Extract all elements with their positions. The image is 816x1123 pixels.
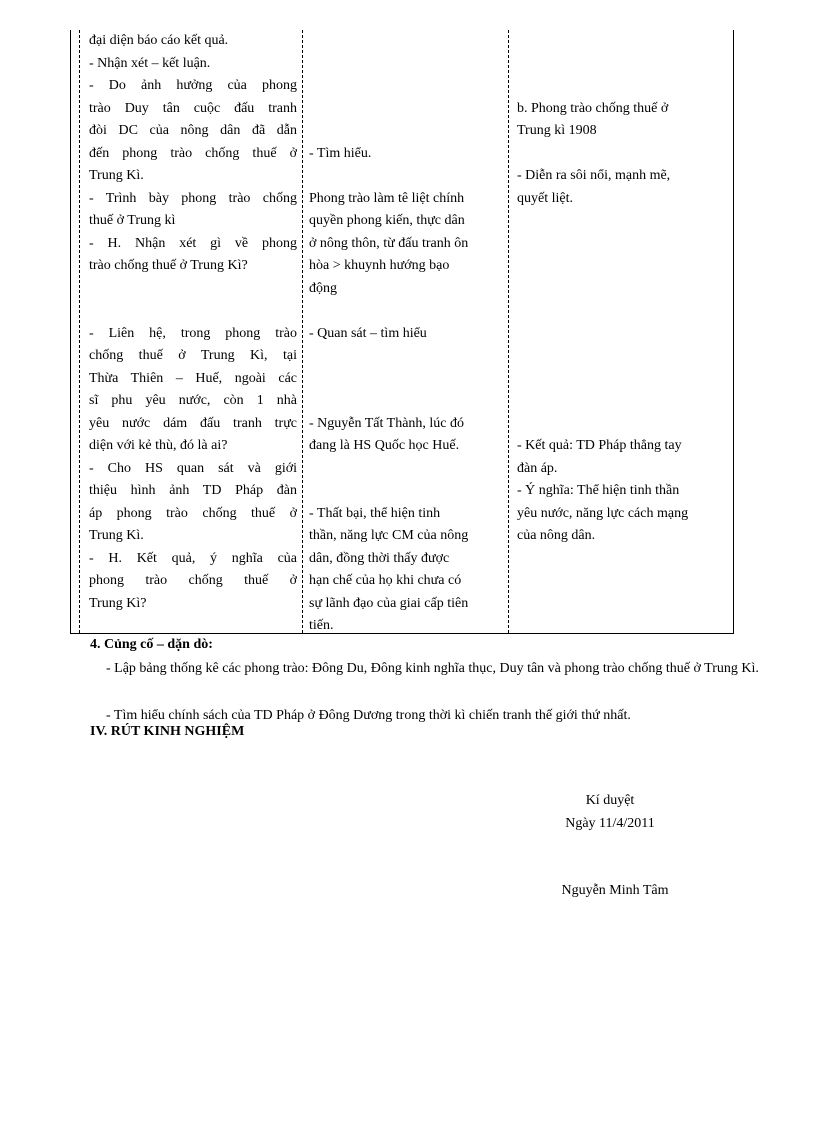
col3-line — [517, 53, 725, 76]
signer-name: Nguyễn Minh Tâm — [561, 883, 669, 898]
col3-line — [517, 210, 725, 233]
col1-line: đòi DC của nông dân đã dẫn — [89, 123, 297, 138]
col2-line — [309, 345, 504, 368]
col2-line — [309, 30, 504, 53]
col2-line — [309, 98, 504, 121]
col3-line — [517, 255, 725, 278]
col2-line: tiến. — [309, 618, 334, 633]
col2-line — [309, 165, 504, 188]
col2-line: - Thất bại, thể hiện tinh — [309, 505, 441, 521]
col3-line — [517, 323, 725, 346]
teacher-activity-column — [89, 30, 297, 615]
col3-line: quyết liệt. — [517, 190, 573, 206]
section-4-item-2: - Tìm hiểu chính sách của TD Pháp ở Đông Dương trong thời kì chiến tranh thế giới thứ nhất. — [106, 708, 631, 723]
col1-line: - Liên hệ, trong phong trào — [89, 325, 297, 341]
col1-line — [89, 300, 297, 323]
content-column — [517, 30, 725, 548]
col2-line: động — [309, 280, 337, 296]
approval-label: Kí duyệt — [585, 793, 635, 808]
col2-line — [309, 390, 504, 413]
col1-line: - H. Nhận xét gì về phong — [89, 235, 297, 251]
approval-date: Ngày 11/4/2011 — [565, 816, 655, 831]
student-activity-column — [309, 30, 504, 638]
col1-line: sĩ phu yêu nước, còn 1 nhà — [89, 393, 297, 408]
col2-line — [309, 120, 504, 143]
col2-line: sự lãnh đạo của giai cấp tiên — [309, 595, 469, 611]
col2-line: đang là HS Quốc học Huế. — [309, 438, 460, 453]
col3-line — [517, 300, 725, 323]
column-divider-1 — [302, 30, 303, 633]
col1-line: - Cho HS quan sát và giới — [89, 460, 297, 476]
col1-line: Trung Kì. — [89, 168, 144, 183]
col1-line: đại diện báo cáo kết quả. — [89, 33, 229, 48]
col3-line: yêu nước, năng lực cách mạng — [517, 505, 689, 521]
col2-line: dân, đồng thời thấy được — [309, 550, 450, 566]
col2-line — [309, 480, 504, 503]
section-4-item-1: - Lập bảng thống kê các phong trào: Đông Du, Đông kinh nghĩa thục, Duy tân và phong trào chống thuế ở Trung Kì. — [106, 661, 759, 676]
col2-line: hạn chế của họ khi chưa có — [309, 573, 462, 588]
col3-line: của nông dân. — [517, 528, 596, 543]
col1-line: - Trình bày phong trào chống — [89, 190, 297, 206]
column-divider-2 — [508, 30, 509, 633]
col1-line: chống thuế ở Trung Kì, tại — [89, 348, 297, 363]
col3-line: đàn áp. — [517, 460, 558, 476]
col2-line — [309, 368, 504, 391]
col1-line: áp phong trào chống thuế ở — [89, 505, 297, 521]
col3-line — [517, 413, 725, 436]
col3-line: - Ý nghĩa: Thể hiện tinh thần — [517, 483, 680, 498]
col2-line — [309, 75, 504, 98]
lesson-table — [70, 30, 734, 634]
col1-line: phong trào chống thuế ở — [89, 573, 297, 588]
col1-line: - Do ảnh hưởng của phong — [89, 78, 297, 93]
col3-line: Trung kì 1908 — [517, 123, 597, 138]
col3-line: - Diễn ra sôi nổi, mạnh mẽ, — [517, 168, 671, 183]
col3-line — [517, 345, 725, 368]
col3-line — [517, 143, 725, 166]
col2-line — [309, 458, 504, 481]
col2-line: - Quan sát – tìm hiểu — [309, 325, 427, 341]
col3-line — [517, 30, 725, 53]
col2-line: Phong trào làm tê liệt chính — [309, 190, 465, 206]
col1-line: Trung Kì. — [89, 528, 144, 543]
col1-line: thuế ở Trung kì — [89, 213, 176, 228]
col2-line: - Nguyễn Tất Thành, lúc đó — [309, 415, 465, 431]
col1-line: Trung Kì? — [89, 595, 147, 611]
col3-line — [517, 75, 725, 98]
col2-line: hòa > khuynh hướng bạo — [309, 258, 450, 273]
col3-line — [517, 390, 725, 413]
col1-line: đến phong trào chống thuế ở — [89, 145, 297, 161]
col1-line: trào Duy tân cuộc đấu tranh — [89, 100, 297, 116]
col1-line: - H. Kết quả, ý nghĩa của — [89, 550, 297, 566]
col1-line: yêu nước dám đấu tranh trực — [89, 415, 297, 431]
col1-line: thiệu hình ảnh TD Pháp đàn — [89, 483, 297, 498]
col1-line: trào chống thuế ở Trung Kì? — [89, 258, 248, 273]
col3-line — [517, 368, 725, 391]
col3-line: - Kết quả: TD Pháp thẳng tay — [517, 438, 682, 453]
col2-line — [309, 53, 504, 76]
col2-line: quyền phong kiến, thực dân — [309, 213, 465, 228]
col1-line — [89, 278, 297, 301]
col1-line: - Nhận xét – kết luận. — [89, 55, 211, 71]
col2-line: - Tìm hiểu. — [309, 145, 372, 161]
col2-line: ở nông thôn, từ đấu tranh ôn — [309, 235, 469, 251]
section-iv-title: IV. RÚT KINH NGHIỆM — [90, 724, 245, 739]
col2-line: thần, năng lực CM của nông — [309, 528, 469, 543]
table-left-guide — [79, 30, 80, 633]
col2-line — [309, 300, 504, 323]
col3-line — [517, 278, 725, 301]
col3-line: b. Phong trào chống thuế ở — [517, 100, 669, 116]
col3-line — [517, 233, 725, 256]
col1-line: Thừa Thiên – Huế, ngoài các — [89, 370, 297, 386]
col1-line: diện với kẻ thù, đó là ai? — [89, 438, 228, 453]
section-4-title: 4. Củng cố – dặn dò: — [90, 637, 213, 652]
